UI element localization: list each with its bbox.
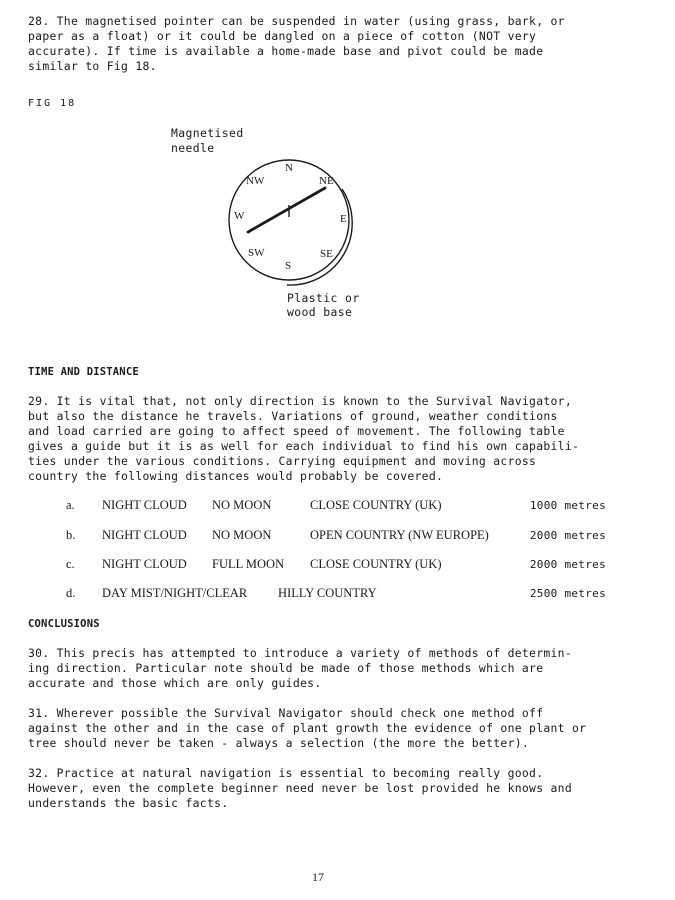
paragraph-30: 30. This precis has attempted to introduce a variety of methods of determin- ing direction. Particular note should be made of those methods which are accurate and those which are only guides. [28,646,572,690]
needle-label-line2: needle [171,141,215,155]
distance: 2500 metres [529,587,606,600]
table-row [66,586,606,602]
dir-w: W [234,210,245,222]
table-row [66,498,606,514]
dir-e: E [340,213,347,225]
base-label-line1: Plastic or [287,291,360,305]
condition-light: NIGHT CLOUD [102,498,187,512]
condition-light: NIGHT CLOUD [102,528,187,542]
terrain: OPEN COUNTRY (NW EUROPE) [310,528,489,542]
table-row [66,557,606,573]
dir-sw: SW [248,247,265,259]
table-row [66,528,606,544]
dir-ne: NE [319,175,334,187]
needle-label-line1: Magnetised [171,126,244,140]
condition-light: NIGHT CLOUD [102,557,187,571]
section-heading-time-distance: TIME AND DISTANCE [28,366,139,378]
base-label-line2: wood base [287,305,353,319]
compass-diagram [222,155,362,290]
paragraph-29: 29. It is vital that, not only direction is known to the Survival Navigator, but also the distance he travels. Variations of ground, weather conditions and load carried are going to affect speed of movement. The following table gives a guide but it is as well for each individual to find his own capabili- ties under the various conditions. Carrying equipment and moving across country the following distances would probably be covered. [28,394,580,483]
row-letter: d. [66,586,76,600]
distance: 2000 metres [529,529,606,542]
page-number: 17 [312,870,324,884]
terrain: CLOSE COUNTRY (UK) [310,557,442,571]
paragraph-31: 31. Wherever possible the Survival Navigator should check one method off against the other and in the case of plant growth the evidence of one plant or tree should never be taken - always a selection (the more the better). [28,706,587,750]
figure-label: FIG 18 [28,98,77,109]
condition-moon: FULL MOON [212,557,285,571]
terrain: HILLY COUNTRY [278,586,377,600]
section-heading-conclusions: CONCLUSIONS [28,618,100,630]
paragraph-32: 32. Practice at natural navigation is essential to becoming really good. However, even the complete beginner need never be lost provided he knows and understands the basic facts. [28,766,572,810]
distance: 2000 metres [529,558,606,571]
dir-nw: NW [246,175,265,187]
distance: 1000 metres [529,499,606,512]
dir-se: SE [320,248,333,260]
dir-s: S [285,260,292,272]
paragraph-28: 28. The magnetised pointer can be suspended in water (using grass, bark, or paper as a float) or it could be dangled on a piece of cotton (NOT very accurate). If time is available a home-made base and pivot could be made similar to Fig 18. [28,14,565,73]
condition-light: DAY MIST/NIGHT/CLEAR [102,586,248,600]
condition-moon: NO MOON [212,498,272,512]
row-letter: a. [66,498,75,512]
magnetised-needle [248,188,325,232]
terrain: CLOSE COUNTRY (UK) [310,498,442,512]
row-letter: c. [66,557,75,571]
row-letter: b. [66,528,76,542]
dir-n: N [285,162,293,174]
condition-moon: NO MOON [212,528,272,542]
